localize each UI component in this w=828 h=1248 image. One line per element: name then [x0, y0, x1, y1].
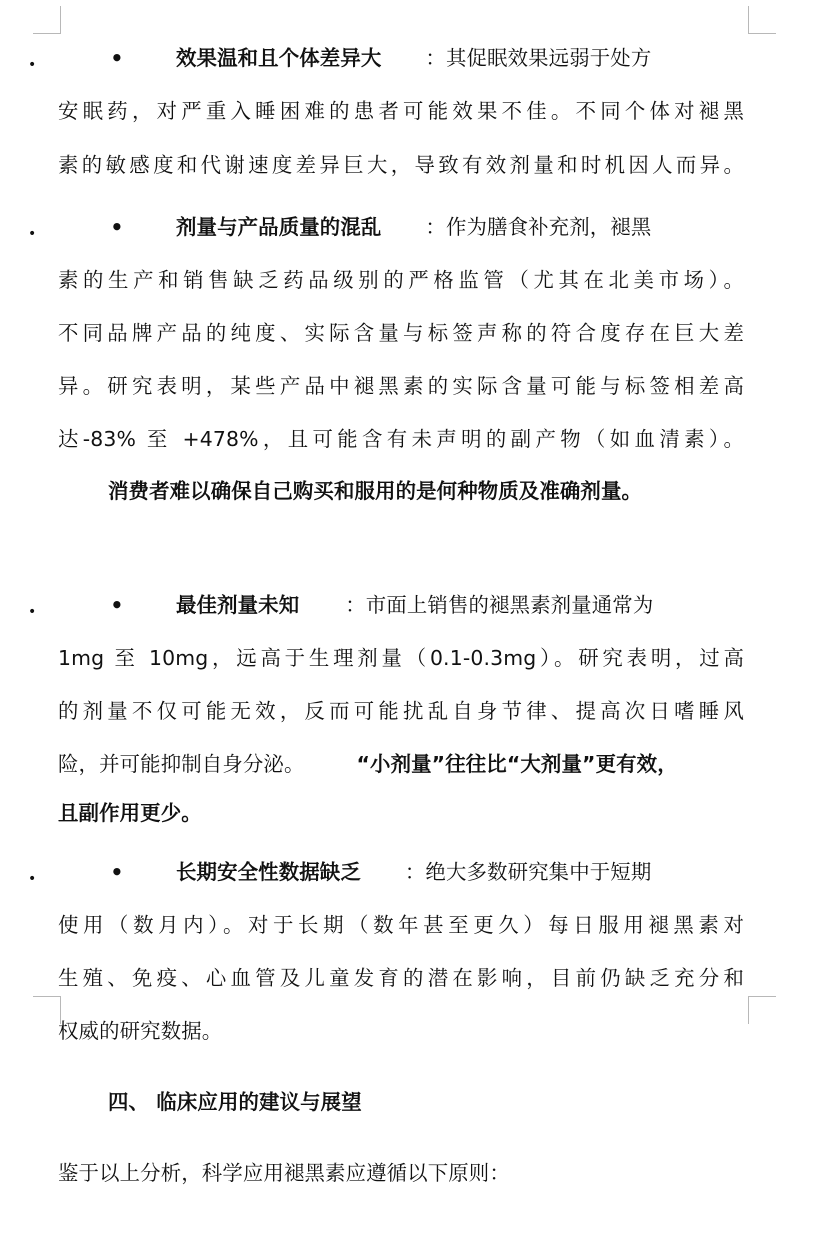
item-colon: ： — [425, 215, 446, 239]
list-marker: • — [28, 57, 37, 73]
bullet-glyph: • — [110, 593, 124, 617]
body-line-mixed — [58, 749, 758, 779]
bullet-glyph: • — [110, 860, 124, 884]
bold-emphasis: “小剂量”往往比“大剂量”更有效， — [356, 752, 678, 776]
item-heading: 长期安全性数据缺乏 — [176, 860, 361, 884]
intro-text: 鉴于以上分析，科学应用褪黑素应遵循以下原则： — [58, 1161, 510, 1185]
body-text: 险，并可能抑制自身分泌。 — [58, 752, 305, 776]
body-line: 使用（数月内）。对于长期（数年甚至更久）每日服用褪黑素对 — [58, 913, 744, 937]
body-line: 异。研究表明，某些产品中褪黑素的实际含量可能与标签相差高 — [58, 374, 744, 398]
list-item-first-line — [58, 43, 758, 73]
list-marker: • — [28, 604, 37, 620]
item-first-text: 绝大多数研究集中于短期 — [425, 860, 652, 884]
crop-mark-top-right — [748, 6, 776, 34]
body-line: 权威的研究数据。 — [58, 1019, 223, 1043]
body-line: 不同品牌产品的纯度、实际含量与标签声称的符合度存在巨大差 — [58, 321, 744, 345]
list-marker: • — [28, 226, 37, 242]
item-heading: 最佳剂量未知 — [176, 593, 300, 617]
item-first-text: 市面上销售的褪黑素剂量通常为 — [365, 593, 654, 617]
section-heading: 四、 临床应用的建议与展望 — [108, 1090, 362, 1114]
item-heading: 效果温和且个体差异大 — [176, 46, 382, 70]
crop-mark-top-left — [33, 6, 61, 34]
bullet-glyph: • — [110, 215, 124, 239]
crop-mark-bottom-left — [33, 996, 61, 1024]
emphasis-line: 消费者难以确保自己购买和服用的是何种物质及准确剂量。 — [108, 479, 643, 503]
bullet-glyph: • — [110, 46, 124, 70]
body-line: 达-83% 至 +478%，且可能含有未声明的副产物（如血清素）。 — [58, 427, 744, 451]
list-marker: • — [28, 871, 37, 887]
body-line: 素的生产和销售缺乏药品级别的严格监管（尤其在北美市场）。 — [58, 268, 744, 292]
body-line: 生殖、免疫、心血管及儿童发育的潜在影响，目前仍缺乏充分和 — [58, 966, 744, 990]
bold-emphasis-line: 且副作用更少。 — [58, 801, 202, 825]
body-line: 1mg 至 10mg，远高于生理剂量（0.1-0.3mg）。研究表明，过高 — [58, 646, 744, 670]
list-item-first-line — [58, 590, 758, 620]
item-first-text: 作为膳食补充剂，褪黑 — [445, 215, 652, 239]
list-item-first-line — [58, 857, 758, 887]
body-line: 安眠药，对严重入睡困难的患者可能效果不佳。不同个体对褪黑 — [58, 99, 744, 123]
list-item-first-line — [58, 212, 758, 242]
item-first-text: 其促眠效果远弱于处方 — [445, 46, 652, 70]
item-colon: ： — [425, 46, 446, 70]
body-line: 的剂量不仅可能无效，反而可能扰乱自身节律、提高次日嗜睡风 — [58, 699, 744, 723]
item-colon: ： — [404, 860, 426, 884]
item-colon: ： — [345, 593, 366, 617]
item-heading: 剂量与产品质量的混乱 — [176, 215, 382, 239]
body-line: 素的敏感度和代谢速度差异巨大，导致有效剂量和时机因人而异。 — [58, 153, 744, 177]
